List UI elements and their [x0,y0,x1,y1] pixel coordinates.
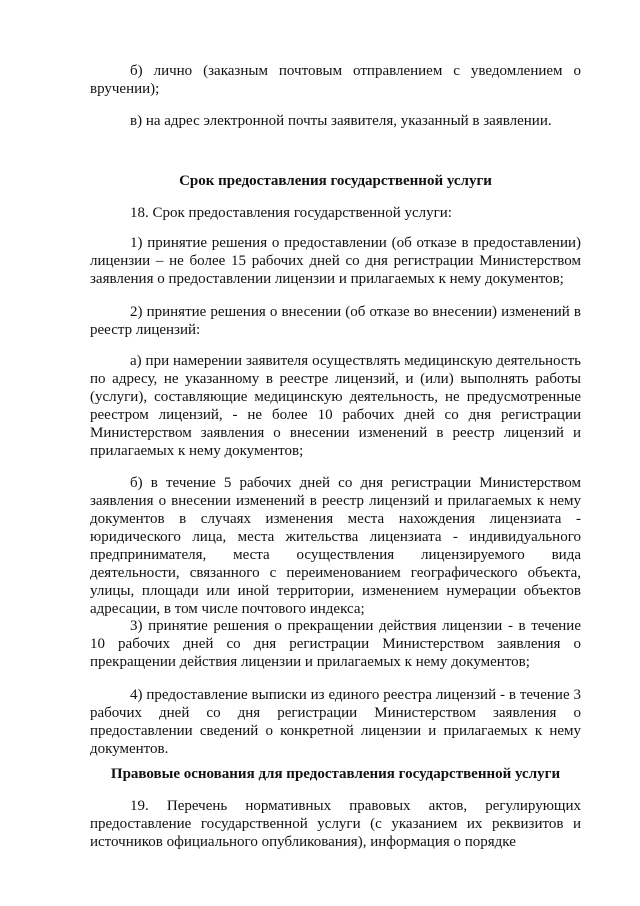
paragraph-18-item-2: 2) принятие решения о внесении (об отказе во внесении) изменений в реестр лицензий: [90,304,581,338]
section-heading-service-term: Срок предоставления государственной услуги [179,173,492,189]
paragraph-18: 18. Срок предоставления государственной услуги: [130,205,452,221]
paragraph-18-item-3: 3) принятие решения о прекращении действия лицензии - в течение 10 рабочих дней со дня регистрации Министерством заявления о прекращении действия лицензии и прилагаемых к нему документов; [90,618,581,670]
paragraph-18-item-1: 1) принятие решения о предоставлении (об отказе в предоставлении) лицензии – не более 15 рабочих дней со дня регистрации Министерством заявления о предоставлении лицензии и прилагаемых к нему документов; [90,235,581,287]
paragraph-19: 19. Перечень нормативных правовых актов, регулирующих предоставление государственной услуги (с указанием их реквизитов и источников официального опубликования), информация о порядке [90,798,581,850]
section-heading-legal-basis: Правовые основания для предоставления государственной услуги [110,766,561,782]
paragraph-18-item-2b: б) в течение 5 рабочих дней со дня регистрации Министерством заявления о внесении изменений в реестр лицензий и прилагаемых к нему документов в случаях изменения места нахождения лицензиата - юридического лица, места жительства лицензиата - индивидуального предпринимателя, места осуществления лицензируемого вида деятельности, связанного с переименованием географического объекта, улицы, площади или иной территории, изменением нумерации объектов адресации, в том числе почтового индекса; [90,475,581,617]
paragraph-18-item-2a: а) при намерении заявителя осуществлять медицинскую деятельность по адресу, не указанному в реестре лицензий, и (или) выполнять работы (услуги), составляющие медицинскую деятельность, не предусмотренные реестром лицензий, - не более 10 рабочих дней со дня регистрации Министерством заявления о внесении изменений в реестр лицензий и прилагаемых к нему документов; [90,353,581,459]
paragraph-delivery-email: в) на адрес электронной почты заявителя, указанный в заявлении. [130,113,552,129]
paragraph-delivery-in-person: б) лично (заказным почтовым отправлением с уведомлением о вручении); [90,63,581,97]
paragraph-18-item-4: 4) предоставление выписки из единого реестра лицензий - в течение 3 рабочих дней со дня регистрации Министерством заявления о предоставлении сведений о конкретной лицензии и прилагаемых к нему документов. [90,687,581,757]
